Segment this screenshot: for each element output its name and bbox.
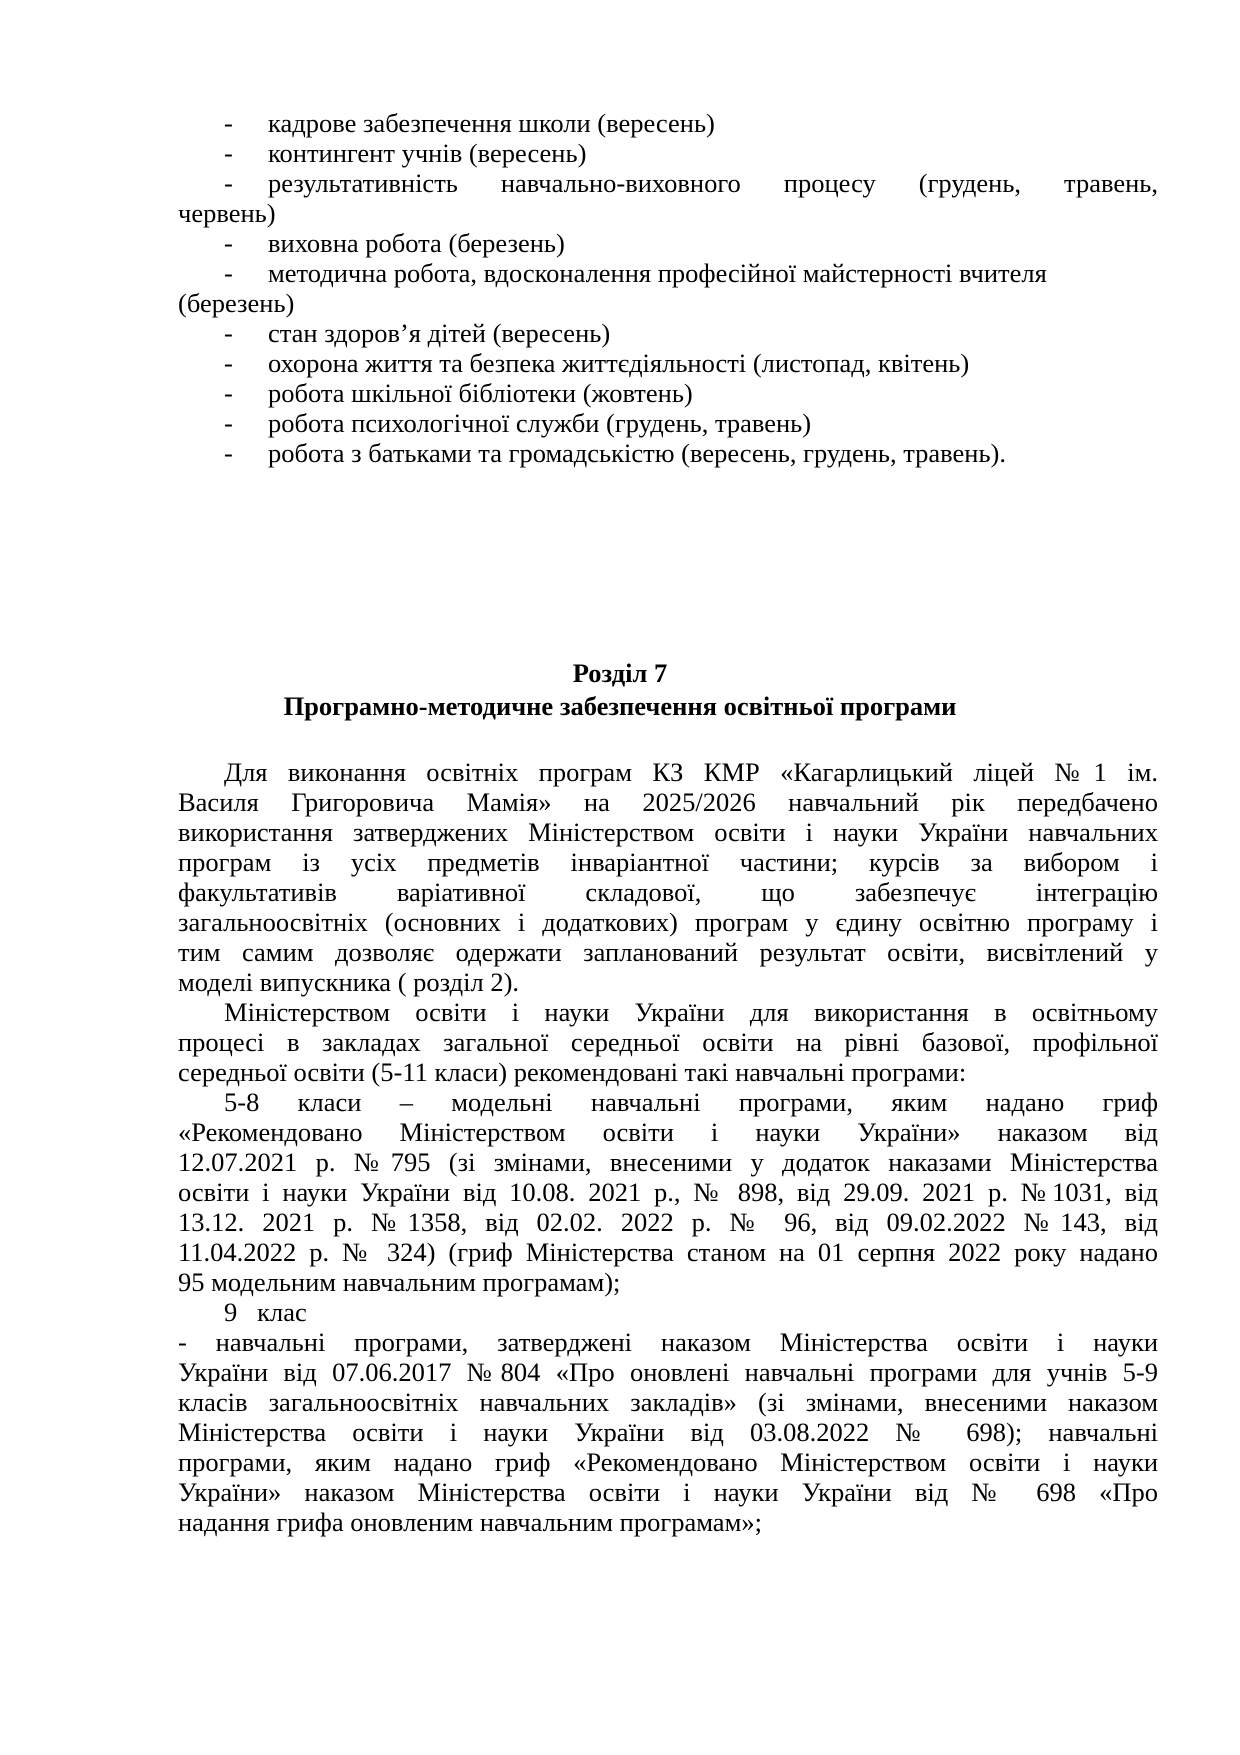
paragraph-line: тим самим дозволяє одержати запланований результат освіти, висвітлений у xyxy=(178,937,1158,967)
list-item-text: результативність навчально-виховного процесу (грудень, травень, xyxy=(268,168,1158,198)
paragraph-line: використання затверджених Міністерством освіти і науки України навчальних xyxy=(178,817,1158,847)
paragraph-line: 95 модельним навчальним програмам); xyxy=(178,1267,621,1297)
section-number: Розділ 7 xyxy=(572,658,668,688)
bullet-marker: - xyxy=(224,348,233,378)
bullet-marker: - xyxy=(224,408,233,438)
list-item-text: робота шкільної бібліотеки (жовтень) xyxy=(268,378,693,408)
paragraph-line: «Рекомендовано Міністерством освіти і науки України» наказом від xyxy=(178,1117,1158,1147)
paragraph-line: 12.07.2021 р. №795 (зі змінами, внесеними у додаток наказами Міністерства xyxy=(178,1147,1158,1177)
bullet-marker: - xyxy=(224,378,233,408)
paragraph-line: освіти і науки України від 10.08. 2021 р., № 898, від 29.09. 2021 р. №1031, від xyxy=(178,1177,1158,1207)
paragraph-line: Міністерством освіти і науки України для використання в освітньому xyxy=(224,997,1158,1027)
list-item-text: робота з батьками та громадськістю (вересень, грудень, травень). xyxy=(268,438,1006,468)
list-item-text: виховна робота (березень) xyxy=(268,228,565,258)
paragraph-line: факультативів варіативної складової, що забезпечує інтеграцію xyxy=(178,877,1158,907)
paragraph-line: процесі в закладах загальної середньої освіти на рівні базової, профільної xyxy=(178,1027,1158,1057)
paragraph-line: надання грифа оновленим навчальним програмам»; xyxy=(178,1507,762,1537)
paragraph-line: загальноосвітніх (основних і додаткових) програм у єдину освітню програму і xyxy=(178,907,1158,937)
grade-9-label: 9 клас xyxy=(224,1297,307,1327)
bullet-marker: - xyxy=(224,258,233,288)
list-item-text: стан здоров’я дітей (вересень) xyxy=(268,318,611,348)
paragraph-line: України від 07.06.2017 №804 «Про оновлені навчальні програми для учнів 5-9 xyxy=(178,1357,1158,1387)
section-title: Програмно-методичне забезпечення освітньої програми xyxy=(283,691,957,721)
paragraph-line: класів загальноосвітніх навчальних закладів» (зі змінами, внесеними наказом xyxy=(178,1387,1158,1417)
list-item-continuation: червень) xyxy=(178,198,276,228)
paragraph-line: 11.04.2022 р. № 324) (гриф Міністерства станом на 01 серпня 2022 року надано xyxy=(178,1237,1158,1267)
list-item-text: охорона життя та безпека життєдіяльності (листопад, квітень) xyxy=(268,348,970,378)
list-item-text: робота психологічної служби (грудень, травень) xyxy=(268,408,812,438)
list-item-text: методична робота, вдосконалення професійної майстерності вчителя xyxy=(268,258,1047,288)
paragraph-line: Василя Григоровича Мамія» на 2025/2026 навчальний рік передбачено xyxy=(178,787,1158,817)
bullet-marker: - xyxy=(224,168,233,198)
paragraph-line: програми, яким надано гриф «Рекомендовано Міністерством освіти і науки xyxy=(178,1447,1158,1477)
list-item-text: контингент учнів (вересень) xyxy=(268,138,587,168)
bullet-marker: - xyxy=(224,318,233,348)
bullet-marker: - xyxy=(224,108,233,138)
paragraph-line: Міністерства освіти і науки України від 03.08.2022 № 698); навчальні xyxy=(178,1417,1158,1447)
bullet-marker: - xyxy=(224,138,233,168)
bullet-marker: - xyxy=(224,228,233,258)
paragraph-line: - навчальні програми, затверджені наказом Міністерства освіти і науки xyxy=(178,1327,1158,1357)
paragraph-line: 5-8 класи – модельні навчальні програми, яким надано гриф xyxy=(224,1087,1158,1117)
paragraph-line: 13.12. 2021 р. №1358, від 02.02. 2022 р. № 96, від 09.02.2022 №143, від xyxy=(178,1207,1158,1237)
paragraph-line: програм із усіх предметів інваріантної частини; курсів за вибором і xyxy=(178,847,1158,877)
paragraph-line: Для виконання освітніх програм КЗ КМР «Кагарлицький ліцей №1 ім. xyxy=(224,757,1158,787)
paragraph-line: України» наказом Міністерства освіти і науки України від № 698 «Про xyxy=(178,1477,1158,1507)
paragraph-line: моделі випускника ( розділ 2). xyxy=(178,967,520,997)
bullet-marker: - xyxy=(224,438,233,468)
paragraph-line: середньої освіти (5-11 класи) рекомендовані такі навчальні програми: xyxy=(178,1057,967,1087)
list-item-continuation: (березень) xyxy=(178,288,295,318)
list-item-text: кадрове забезпечення школи (вересень) xyxy=(268,108,715,138)
